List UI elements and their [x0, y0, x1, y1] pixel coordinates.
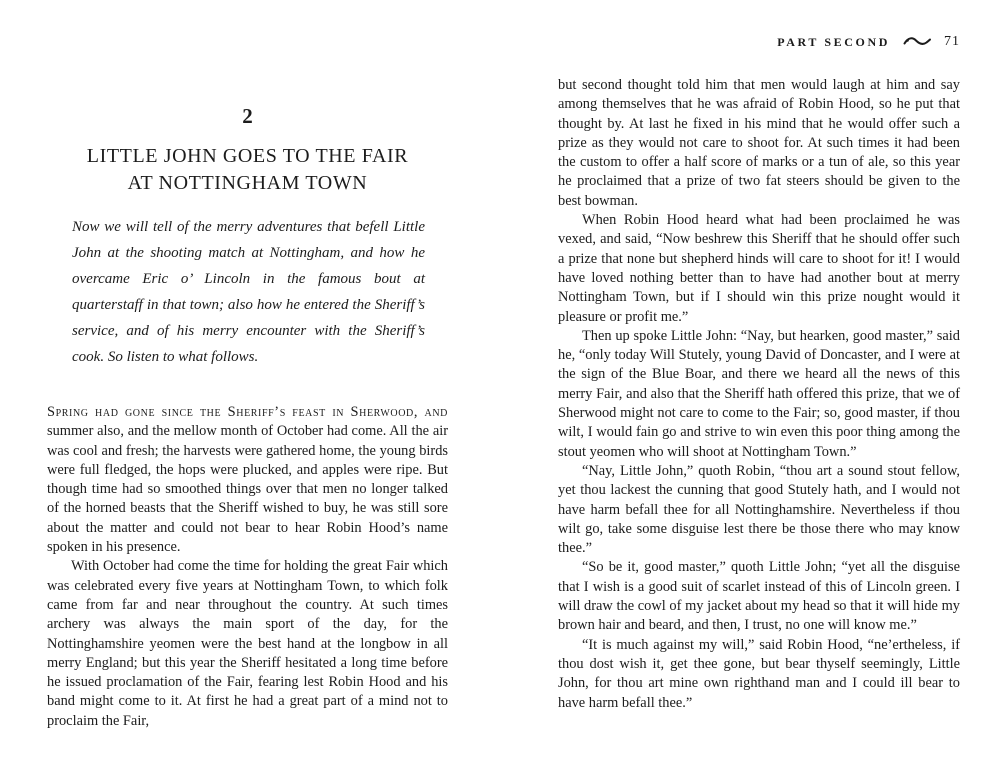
right-page	[558, 0, 960, 768]
opening-continuation: summer also, and the mellow month of October had come. All the air was cool and fresh; the harvests were gathered home, the young birds were full fledged, the hops were plucked, and apples were ripe. But though time had so smoothed things over that men no longer talked of the horned beasts that the Sheriff wished to buy, he was still sore about the matter and could not bear to hear Robin Hood’s name spoken in his presence.	[47, 423, 448, 556]
small-caps-lead: Spring had gone since the Sheriff’s feast in Sherwood, and	[47, 404, 448, 420]
body-paragraph: With October had come the time for holding the great Fair which was celebrated every five years at Nottingham Town, to which folk came from far and near throughout the country. At such times archery was always the main sport of the day, for the Nottinghamshire yeomen were the best hand at the longbow in all merry England; but this year the Sheriff hesitated a long time before he issued proclamation of the Fair, fearing lest Robin Hood and his band might come to it. At first he had a great part of a mind not to proclaim the Fair,	[47, 558, 448, 729]
chapter-epigraph: Now we will tell of the merry adventures that befell Little John at the shooting match at Nottingham, and how he overcame Eric o’ Lincoln in the famous bout at quarterstaff in that town; also how he entered the Sheriff’s service, and of his merry encounter with the Sheriff’s cook. So listen to what follows.	[72, 219, 425, 365]
body-paragraph-continuation: but second thought told him that men would laugh at him and say among themselves that he was afraid of Robin Hood, so he put that thought by. At last he fixed in his mind that he would offer such a prize as they would not care to shoot for. At such times it had been the custom to offer a half score of marks or a tun of ale, so this year he proclaimed that a prize of two fat steers should be given to the best bowman.	[558, 77, 960, 209]
chapter-title-line-1: LITTLE JOHN GOES TO THE FAIR	[86, 145, 409, 167]
right-page-body	[558, 76, 960, 713]
body-paragraph: “So be it, good master,” quoth Little John; “yet all the disguise that I wish is a good suit of scarlet instead of this of Lincoln green. I will draw the cowl of my jacket about my head so that it will hide my brown hair and beard, and then, I trust, no one will know me.”	[558, 559, 960, 634]
left-page	[47, 0, 448, 768]
chapter-title-line-2: AT NOTTINGHAM TOWN	[127, 172, 368, 194]
chapter-number: 2	[242, 104, 253, 128]
part-label: PART SECOND	[777, 34, 890, 49]
body-paragraph: “Nay, Little John,” quoth Robin, “thou art a sound stout fellow, yet thou lackest the cunning that good Stutely hath, and I would not have harm befall thee for all Nottinghamshire. Nevertheless if thou wilt go, take some disguise lest there be those there who may know thee.”	[558, 462, 960, 557]
body-paragraph-opening	[47, 403, 448, 557]
left-page-body	[47, 403, 448, 731]
chapter-title	[47, 143, 448, 197]
body-paragraph: Then up spoke Little John: “Nay, but hearken, good master,” said he, “only today Will Stutely, young David of Doncaster, and I were at the sign of the Blue Boar, and there we heard all the news of this merry Fair, and also that the Sheriff hath offered this prize, that we of Sherwood might not care to come to the Fair; so, good master, if thou wilt, I would fain go and strive to win even this poor thing among the stout yeomen who will shoot at Nottingham Town.”	[558, 327, 960, 460]
body-paragraph: When Robin Hood heard what had been proclaimed he was vexed, and said, “Now beshrew this Sheriff that he should offer such a prize that none but shepherd hinds will care to shoot for it! I would have loved nothing better than to have had another bout at merry Nottingham Town, but if I should win this prize nought would it pleasure or profit me.”	[558, 212, 960, 325]
page-number: 71	[944, 34, 960, 49]
body-paragraph: “It is much against my will,” said Robin Hood, “ne’ertheless, if thou dost wish it, get thee gone, but bear thyself seemingly, Little John, for thou art mine own righthand man and I could ill bear to have harm befall thee.”	[558, 636, 960, 711]
